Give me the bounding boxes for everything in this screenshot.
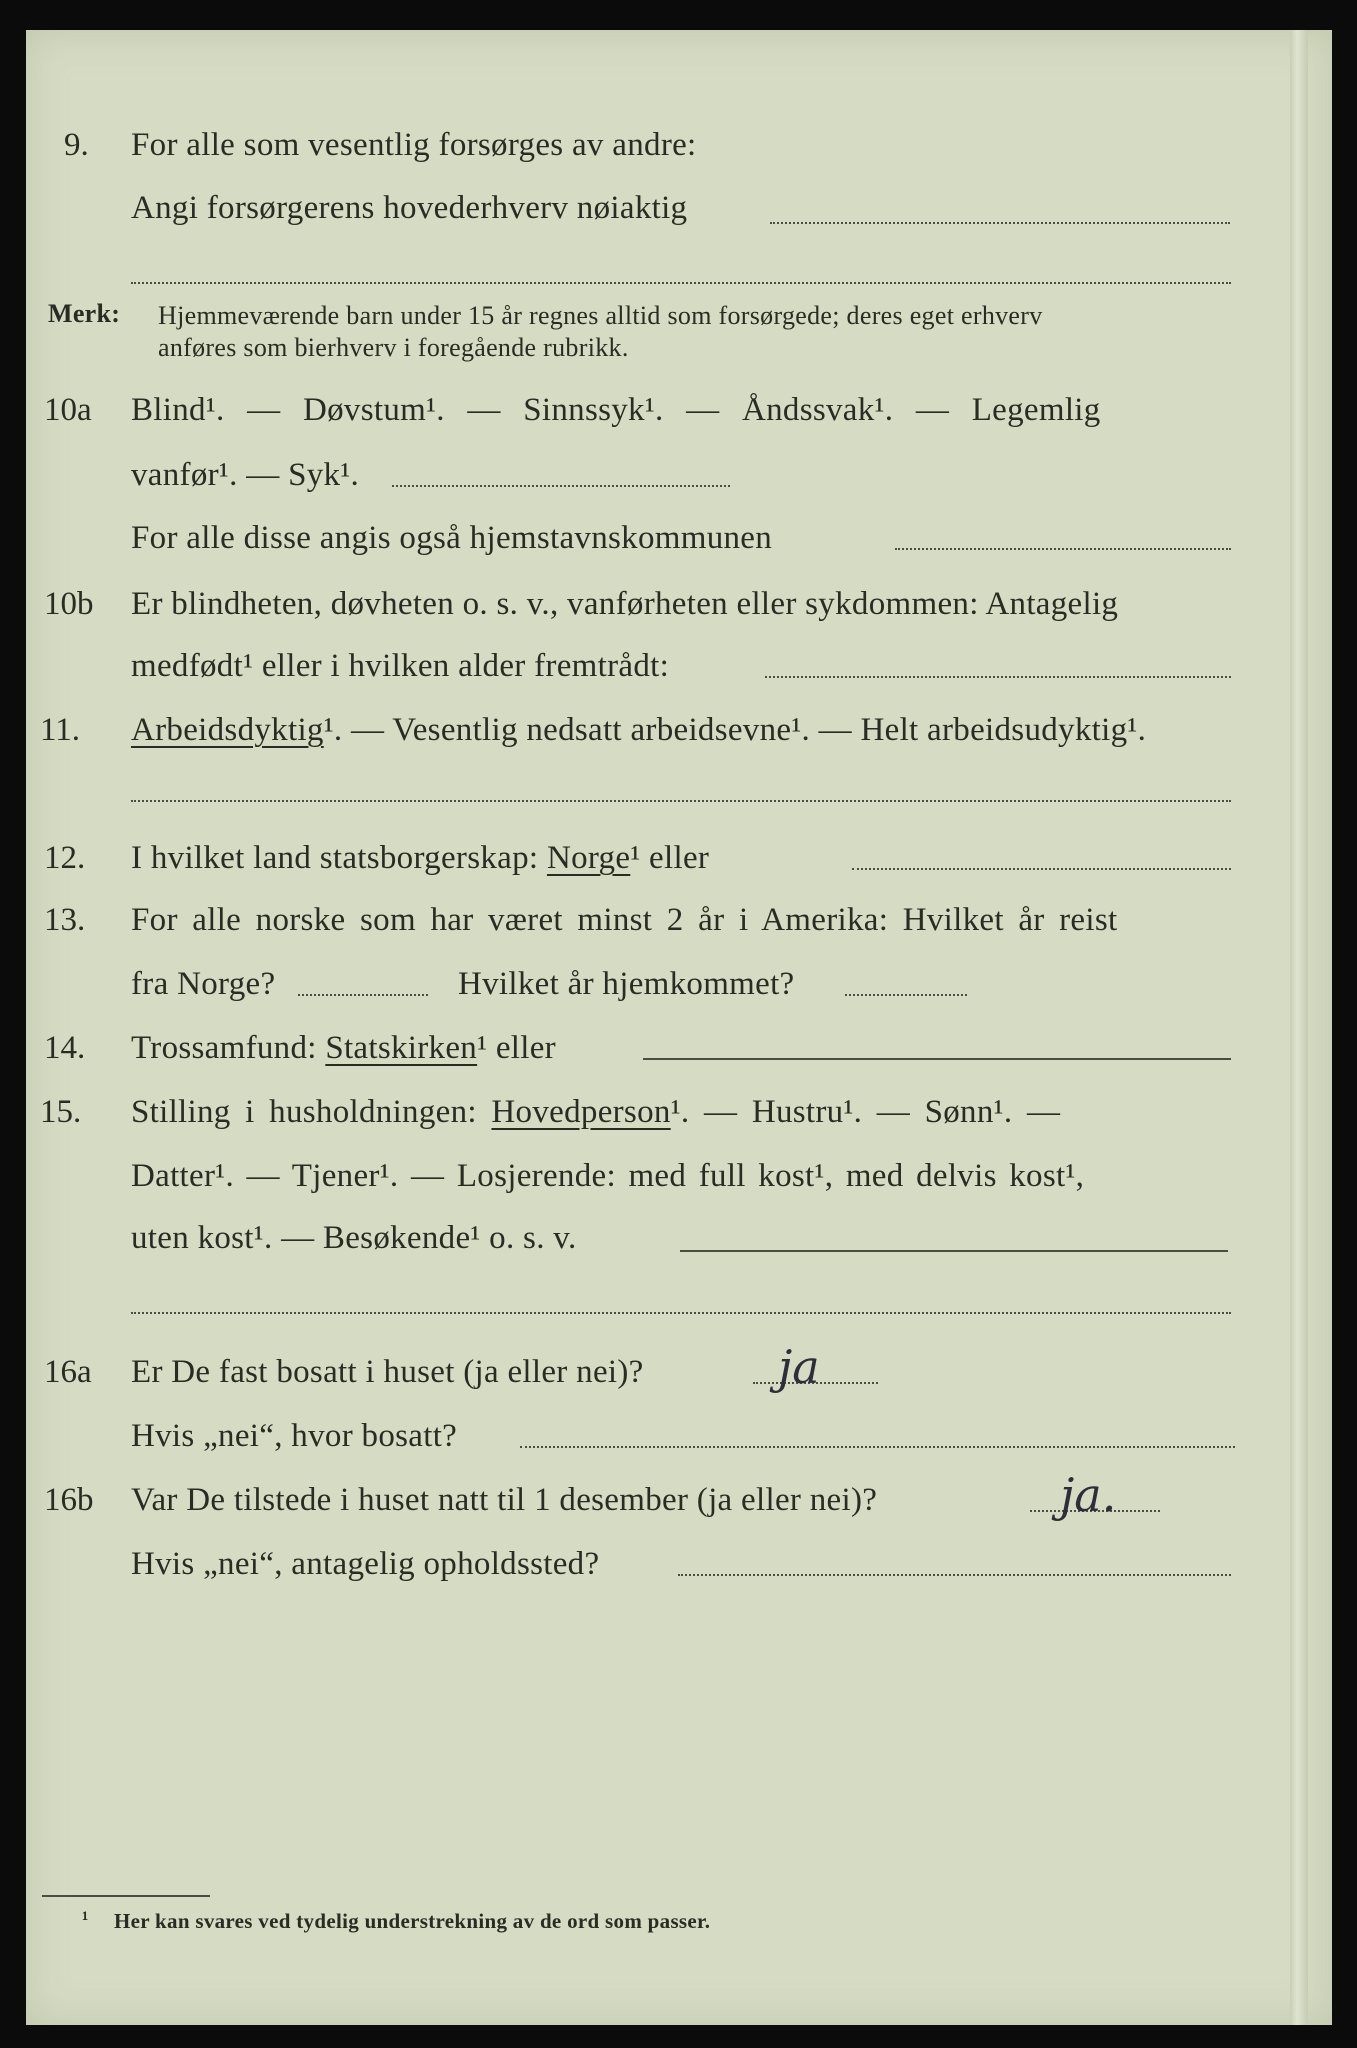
q10a-number: 10a <box>44 392 92 428</box>
q14-opt-statskirken[interactable]: Statskirken <box>325 1030 478 1066</box>
q13-year-left-line[interactable] <box>298 994 428 996</box>
q14-number: 14. <box>44 1030 86 1066</box>
q13-line1: For alle norske som har været minst 2 år i Amerika: Hvilket år reist <box>131 902 1118 938</box>
q15-line1 <box>131 1092 1060 1132</box>
q12-pre: I hvilket land statsborgerskap: <box>131 840 539 876</box>
q12-number: 12. <box>44 840 86 876</box>
paper-fold <box>1290 30 1308 2025</box>
q11-number: 11. <box>40 712 81 748</box>
q10b-answer-line[interactable] <box>765 676 1231 678</box>
q11-opt-arbeidsdyktig[interactable]: Arbeidsdyktig <box>131 712 324 748</box>
q16a-line1: Er De fast bosatt i huset (ja eller nei)? <box>131 1354 644 1390</box>
q14-answer-line[interactable] <box>643 1058 1231 1060</box>
q10b-line2: medfødt¹ eller i hvilken alder fremtrådt: <box>131 648 670 684</box>
q9-line2: Angi forsørgerens hovederhverv nøiaktig <box>131 190 688 226</box>
q9-number: 9. <box>64 127 89 163</box>
q14-pre: Trossamfund: <box>131 1030 317 1066</box>
footnote-mark: ¹ <box>82 1907 89 1931</box>
q16a-handwritten-answer: ja <box>778 1340 820 1394</box>
q15-answer-line[interactable] <box>680 1250 1228 1252</box>
q14-post: ¹ eller <box>477 1030 556 1066</box>
q10b-number: 10b <box>44 586 94 622</box>
q10a-line2: vanfør¹. — Syk¹. <box>131 457 360 493</box>
q10a-answer-line[interactable] <box>392 485 730 487</box>
q10a-line3: For alle disse angis også hjemstavnskommunen <box>131 520 773 556</box>
merk-label: Merk: <box>48 299 121 328</box>
q15-pre: Stilling i husholdningen: <box>131 1094 477 1130</box>
q12-post: ¹ eller <box>630 840 710 876</box>
q13-line2b: Hvilket år hjemkommet? <box>458 966 795 1002</box>
q16b-whereabouts-line[interactable] <box>678 1574 1231 1576</box>
q11-answer-line[interactable] <box>131 800 1231 802</box>
q16b-line2: Hvis „nei“, antagelig opholdssted? <box>131 1546 600 1582</box>
merk-line1: Hjemmeværende barn under 15 år regnes alltid som forsørgede; deres eget erhverv <box>158 301 1043 330</box>
q15-post: ¹. — Hustru¹. — Sønn¹. — <box>670 1094 1061 1130</box>
q16a-line2: Hvis „nei“, hvor bosatt? <box>131 1418 458 1454</box>
q16a-number: 16a <box>44 1354 92 1390</box>
q10a-hometown-line[interactable] <box>895 548 1231 550</box>
q15-line2: Datter¹. — Tjener¹. — Losjerende: med full kost¹, med delvis kost¹, <box>131 1158 1085 1194</box>
q12-opt-norge[interactable]: Norge <box>546 840 631 876</box>
q16b-line1: Var De tilstede i huset natt til 1 desember (ja eller nei)? <box>131 1482 878 1518</box>
q12-line <box>131 838 709 878</box>
footnote-text: Her kan svares ved tydelig understrekning av de ord som passer. <box>114 1909 711 1933</box>
q16a-residence-line[interactable] <box>520 1446 1235 1448</box>
q15-answer-line-2[interactable] <box>131 1312 1231 1314</box>
q13-year-returned-line[interactable] <box>845 994 967 996</box>
q15-opt-hovedperson[interactable]: Hovedperson <box>491 1094 671 1130</box>
q16b-number: 16b <box>44 1482 94 1518</box>
q10b-line1: Er blindheten, døvheten o. s. v., vanførheten eller sykdommen: Antagelig <box>131 586 1119 622</box>
q12-answer-line[interactable] <box>852 868 1231 870</box>
q14-line <box>131 1028 556 1068</box>
q13-line2a: fra Norge? <box>131 966 276 1002</box>
q9-line1: For alle som vesentlig forsørges av andre: <box>131 127 697 163</box>
q15-number: 15. <box>40 1094 82 1130</box>
q11-rest: ¹. — Vesentlig nedsatt arbeidsevne¹. — Helt arbeidsudyktig¹. <box>323 712 1147 748</box>
q16b-handwritten-answer: ja. <box>1060 1468 1117 1522</box>
footnote-rule <box>42 1895 210 1897</box>
q9-answer-line[interactable] <box>770 222 1230 224</box>
q9-answer-line-2[interactable] <box>131 282 1231 284</box>
q10a-line1: Blind¹. — Døvstum¹. — Sinnssyk¹. — Åndssvak¹. — Legemlig <box>131 392 1101 428</box>
merk-line2: anføres som bierhverv i foregående rubrikk. <box>158 333 629 362</box>
q15-line3: uten kost¹. — Besøkende¹ o. s. v. <box>131 1220 577 1256</box>
q11-line <box>131 710 1146 750</box>
q13-number: 13. <box>44 902 86 938</box>
